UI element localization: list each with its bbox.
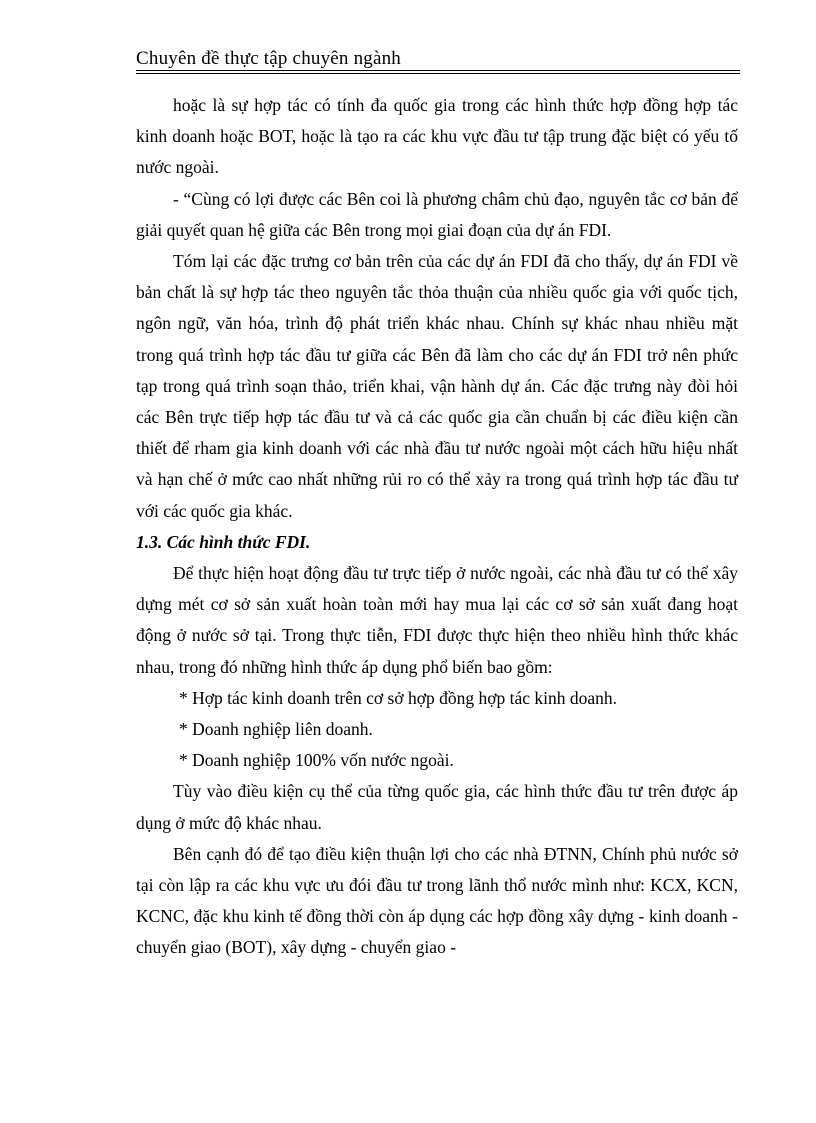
paragraph-application: Tùy vào điều kiện cụ thể của từng quốc gia, các hình thức đầu tư trên được áp dụng ở mức độ khác nhau. bbox=[136, 781, 738, 833]
page-header bbox=[136, 46, 740, 72]
paragraph-incentive-zones: Bên cạnh đó để tạo điều kiện thuận lợi cho các nhà ĐTNN, Chính phủ nước sở tại còn lập ra các khu vực ưu đói đầu tư trong lãnh thổ nước mình như: KCX, KCN, KCNC, đặc khu kinh tế đồng thời còn áp dụng các hợp đồng xây dựng - kinh doanh - chuyển giao (BOT), xây dựng - chuyển giao - bbox=[136, 843, 738, 958]
header-rule-top bbox=[136, 70, 740, 71]
paragraph-continuation: hoặc là sự hợp tác có tính đa quốc gia trong các hình thức hợp đồng hợp tác kinh doanh hoặc BOT, hoặc là tạo ra các khu vực đầu tư tập trung đặc biệt có yếu tố nước ngoài. bbox=[136, 95, 738, 178]
header-rule-bottom bbox=[136, 73, 740, 74]
bullet-item-business-cooperation: * Hợp tác kinh doanh trên cơ sở hợp đồng hợp tác kinh doanh. bbox=[179, 687, 617, 708]
bullet-item-foreign-owned: * Doanh nghiệp 100% vốn nước ngoài. bbox=[179, 750, 454, 771]
document-body bbox=[136, 90, 738, 964]
header-title: Chuyên đề thực tập chuyên ngành bbox=[136, 48, 402, 69]
bullet-item-joint-venture: * Doanh nghiệp liên doanh. bbox=[179, 719, 373, 740]
paragraph-fdi-forms-intro: Để thực hiện hoạt động đầu tư trực tiếp ở nước ngoài, các nhà đầu tư có thể xây dựng mét cơ sở sản xuất hoàn toàn mới hay mua lại các cơ sở sản xuất đang hoạt động ở nước sở tại. Trong thực tiễn, FDI được thực hiện theo nhiều hình thức khác nhau, trong đó những hình thức áp dụng phổ biến bao gồm: bbox=[136, 563, 738, 677]
paragraph-summary: Tóm lại các đặc trưng cơ bản trên của các dự án FDI đã cho thấy, dự án FDI về bản chất là sự hợp tác theo nguyên tắc thỏa thuận của nhiều quốc gia với quốc tịch, ngôn ngữ, văn hóa, trình độ phát triển khác nhau. Chính sự khác nhau nhiều mặt trong quá trình hợp tác đầu tư giữa các Bên đã làm cho các dự án FDI trở nên phức tạp trong quá trình soạn thảo, triển khai, vận hành dự án. Các đặc trưng này đòi hỏi các Bên trực tiếp hợp tác đầu tư và cả các quốc gia cần chuẩn bị các điều kiện cần thiết để rham gia kinh doanh với các nhà đầu tư nước ngoài một cách hữu hiệu nhất và hạn chế ở mức cao nhất những rủi ro có thể xảy ra trong quá trình hợp tác đầu tư với các quốc gia khác. bbox=[136, 251, 738, 521]
section-heading: 1.3. Các hình thức FDI. bbox=[136, 531, 311, 552]
paragraph-mutual-benefit: - “Cùng có lợi được các Bên coi là phương châm chủ đạo, nguyên tắc cơ bản để giải quyết quan hệ giữa các Bên trong mọi giai đoạn của dự án FDI. bbox=[136, 188, 738, 240]
